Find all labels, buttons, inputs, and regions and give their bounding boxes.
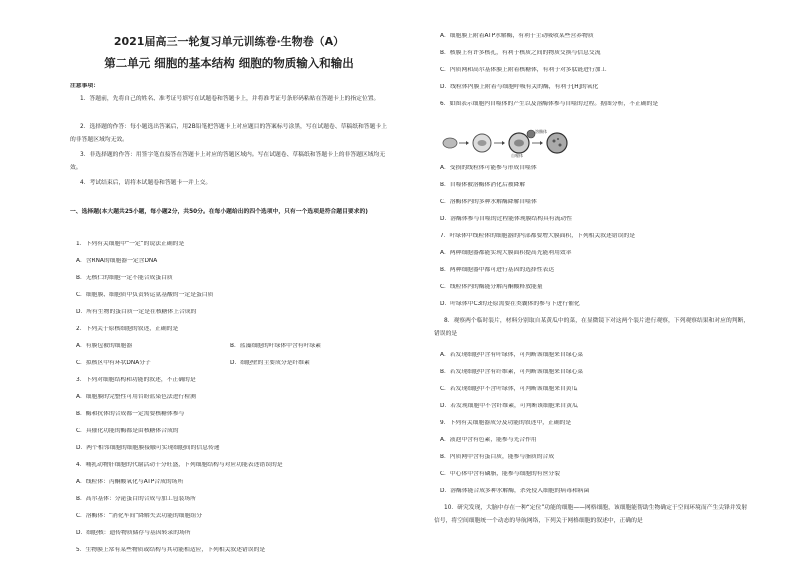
notice-heading: 注意事项： xyxy=(70,83,99,89)
question-line: B．蓝藻细胞的叶绿体中含有叶绿素 xyxy=(230,343,321,349)
question-line: B．内质网中含有蛋白质，能参与脂质的合成 xyxy=(440,454,555,460)
question-line: A．两种细胞器都能实现大膜面积提高光能利用效率 xyxy=(440,250,572,256)
lysosome-shape xyxy=(527,130,535,138)
question-line: C．拟核区中有环状DNA分子 xyxy=(76,360,151,366)
question-line: A．线粒体：丙酮酸氧化与ATP合成的场所 xyxy=(76,479,184,485)
autolysosome-shape xyxy=(547,133,567,153)
arrow-icon xyxy=(540,141,543,145)
question-line: 4．哺乳动物肝细胞的代谢活动十分旺盛，下列细胞结构与对应功能表述错误的是 xyxy=(76,462,283,468)
question-line: D．溶酶体参与自噬的过程能体现膜结构具有流动性 xyxy=(440,216,572,222)
question-line: B．核膜上有许多核孔，有利于核质之间的物质交换与信息交流 xyxy=(440,50,601,56)
question-line: A．受损的线粒体可能参与形成自噬体 xyxy=(440,165,537,171)
question-line: A．细胞膜上附着ATP水解酶，有利于主动吸收某些营养物质 xyxy=(440,33,594,39)
notice-item: 4．考试结束后，请将本试题卷和答题卡一并上交。 xyxy=(80,180,212,186)
question-line: C．具催化功能的酶都是由核糖体合成的 xyxy=(76,428,179,434)
question-line: A．若发现细胞中含有叶绿体，可判断该细胞来自绿心菜 xyxy=(440,352,584,358)
question-line: C．溶酶体：“消化车间”降解失去功能的细胞组分 xyxy=(76,513,202,519)
question-line: A．有膜包被的细胞器 xyxy=(76,343,133,349)
debris-dot xyxy=(557,138,559,140)
notice-item: 3．非选择题的作答：用签字笔直接答在答题卡上对应的答题区域内。写在试题卷、草稿纸和答题卡上的非答题区域均无效。 xyxy=(70,152,386,171)
question-line: C．中心体中含有磷脂，能参与细胞的有丝分裂 xyxy=(440,471,560,477)
question-line: 5．生物膜上常有某些物质或结构与其功能相适应，下列相关叙述错误的是 xyxy=(76,547,266,553)
question-line: B．高尔基体：分泌蛋白的合成与加工包装场所 xyxy=(76,496,196,502)
question-line: D．若发现细胞中不含纤维素，可判断该细胞来自黄瓜 xyxy=(440,403,578,409)
debris-dot xyxy=(559,144,562,147)
question-line: B．自噬体被溶酶体消化后被降解 xyxy=(440,182,526,188)
question-line: C．内质网和高尔基体膜上附着核糖体，有利于对多肽链进行加工 xyxy=(440,67,607,73)
question-line: B．酶和抗体的合成都一定需要核糖体参与 xyxy=(76,411,185,417)
notice-item: 1．答题前，先将自己的姓名、准考证号填写在试题卷和答题卡上，并将准考证号条形码粘贴在答题卡上的指定位置。 xyxy=(80,96,380,102)
question-paragraph: 10．研究发现，大脑中存在一种“定位”功能的细胞——网格细胞，该细胞能帮助生物确定于空间环境而产生尖锋并发射信号，将空间细胞统一个动态的导航网络，下列关于网格细胞的叙述中，正确的是 xyxy=(434,505,748,524)
question-line: D．所有生物的蛋白质一定是在核糖体上合成的 xyxy=(76,309,197,315)
left-column xyxy=(70,0,388,562)
question-line: C．若发现细胞中不含叶绿体，可判断该细胞来自黄瓜 xyxy=(440,386,578,392)
question-line: D．细胞壁的主要成分是纤维素 xyxy=(230,360,310,366)
enclosed-organelle-shape xyxy=(478,140,487,146)
question-line: D．叶绿体中C3的还原需要在类囊体的参与下进行催化 xyxy=(440,301,580,307)
question-line: D．溶酶体能合成多种水解酶，杀死侵入细胞的病毒和病菌 xyxy=(440,488,590,494)
question-line: D．细胞核：遗传物质储存与基因转录的场所 xyxy=(76,530,191,536)
question-line: A．含RNA的细胞器一定含DNA xyxy=(76,258,158,264)
arrow-icon xyxy=(502,141,505,145)
question-line: 3．下列对细胞结构和功能的叙述，不正确的是 xyxy=(76,377,196,383)
question-line: D．两个相邻细胞的细胞膜接触可实现细胞间的信息传递 xyxy=(76,445,220,451)
question-line: B．两种细胞器中都可进行基因的选择性表达 xyxy=(440,267,555,273)
question-line: 6．如图表示细胞内自噬体的产生以及溶酶体参与自噬的过程。据图分析，不正确的是 xyxy=(440,101,659,107)
unit-subtitle: 第二单元 细胞的基本结构 细胞的物质输入和输出 xyxy=(104,56,354,70)
question-line: C．线粒体内的酶能分解丙酮酸释放能量 xyxy=(440,284,543,290)
question-line: A．细胞膜的完整性可用台盼蓝染色法进行检测 xyxy=(76,394,196,400)
question-line: 2．下列关于原核细胞的叙述，正确的是 xyxy=(76,326,179,332)
question-line: B．若发现细胞中含有纤维素，可判断该细胞来自绿心菜 xyxy=(440,369,584,375)
enclosed-organelle-shape xyxy=(514,140,524,147)
lysosome-label: 溶酶体 xyxy=(535,129,547,134)
question-line: 9．下列有关细胞器成分及功能的叙述中，正确的是 xyxy=(440,420,572,426)
mitochondrion-shape xyxy=(443,138,457,148)
autophagy-diagram xyxy=(440,128,590,158)
question-line: 7．叶绿体中线粒体的细胞器的内部都要增大膜面积，下列相关叙述错误的是 xyxy=(440,233,635,239)
question-line: B．无核仁的细胞一定不能合成蛋白质 xyxy=(76,275,173,281)
debris-dot xyxy=(553,140,556,143)
question-line: D．线粒体内膜上附着与细胞呼吸有关的酶，有利于[H]的氧化 xyxy=(440,84,599,90)
question-paragraph: 8．观察两个临时装片，材料分别取自某黄瓜中的菜，在显微镜下对这两个装片进行观察，下列观察结果和对应的判断，错误的是 xyxy=(434,318,750,337)
right-column xyxy=(434,0,752,562)
notice-item: 2．选择题的作答：每小题选出答案后，用2B铅笔把答题卡上对应题目的答案标号涂黑，写在试题卷、草稿纸和答题卡上的非答题区域均无效。 xyxy=(70,124,387,143)
question-line: C．溶酶体内的多种水解酶降解自噬体 xyxy=(440,199,537,205)
section-heading: 一、选择题(本大题共25小题，每小题2分，共50分。在每小题给出的四个选项中，只有一个选项是符合题目要求的) xyxy=(70,209,368,215)
question-line: 1．下列有关细胞中“一定”的说法正确的是 xyxy=(76,241,185,247)
question-line: A．液泡中含有色素，能参与光合作用 xyxy=(440,437,537,443)
autophagosome-label: 自噬体 xyxy=(511,153,523,158)
document-title: 2021届高三一轮复习单元训练卷·生物卷（A） xyxy=(113,35,345,48)
question-line: C．细胞膜、细胞质中负责转运氨基酸的一定是蛋白质 xyxy=(76,292,214,298)
arrow-icon xyxy=(466,141,469,145)
